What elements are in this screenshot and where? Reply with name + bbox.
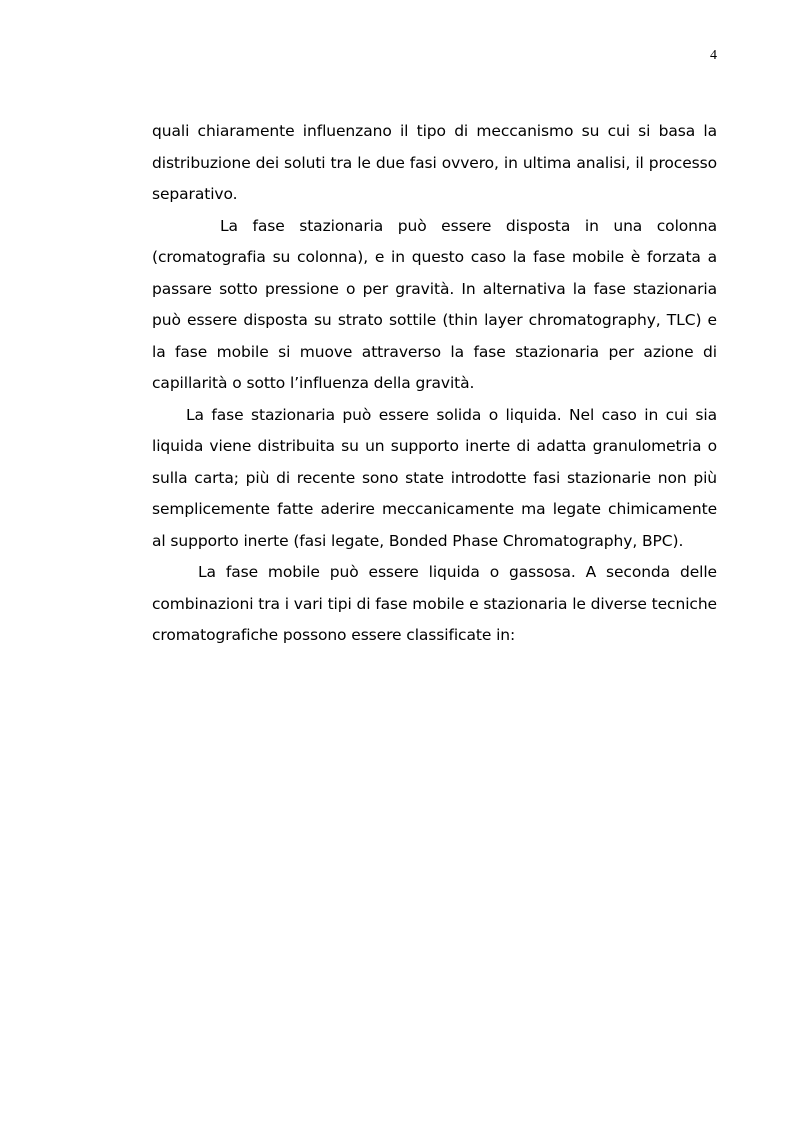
paragraph-stationary-phase-types: La fase stazionaria può essere solida o liquida. Nel caso in cui sia liquida viene distribuita su un supporto inerte di adatta granulometria o sulla carta; più di recente sono state introdotte fasi stazionarie non più semplicemente fatte aderire meccanicamente ma legate chimicamente al supporto inerte (fasi legate, Bonded Phase Chromatography, BPC). xyxy=(152,405,717,550)
paragraph-continuation: quali chiaramente influenzano il tipo di meccanismo su cui si basa la distribuzione dei soluti tra le due fasi ovvero, in ultima analisi, il processo separativo. xyxy=(152,122,717,203)
paragraph-stationary-phase-disposition: La fase stazionaria può essere disposta in una colonna (cromatografia su colonna), e in questo caso la fase mobile è forzata a passare sotto pressione o per gravità. In alternativa la fase stazionaria può essere disposta su strato sottile (thin layer chromatography, TLC) e la fase mobile si muove attraverso la fase stazionaria per azione di capillarità o sotto l’influenza della gravità. xyxy=(152,216,717,392)
page-number: 4 xyxy=(710,48,717,63)
body-text xyxy=(152,116,717,652)
paragraph-mobile-phase: La fase mobile può essere liquida o gassosa. A seconda delle combinazioni tra i vari tipi di fase mobile e stazionaria le diverse tecniche cromatografiche possono essere classificate in: xyxy=(152,563,717,644)
